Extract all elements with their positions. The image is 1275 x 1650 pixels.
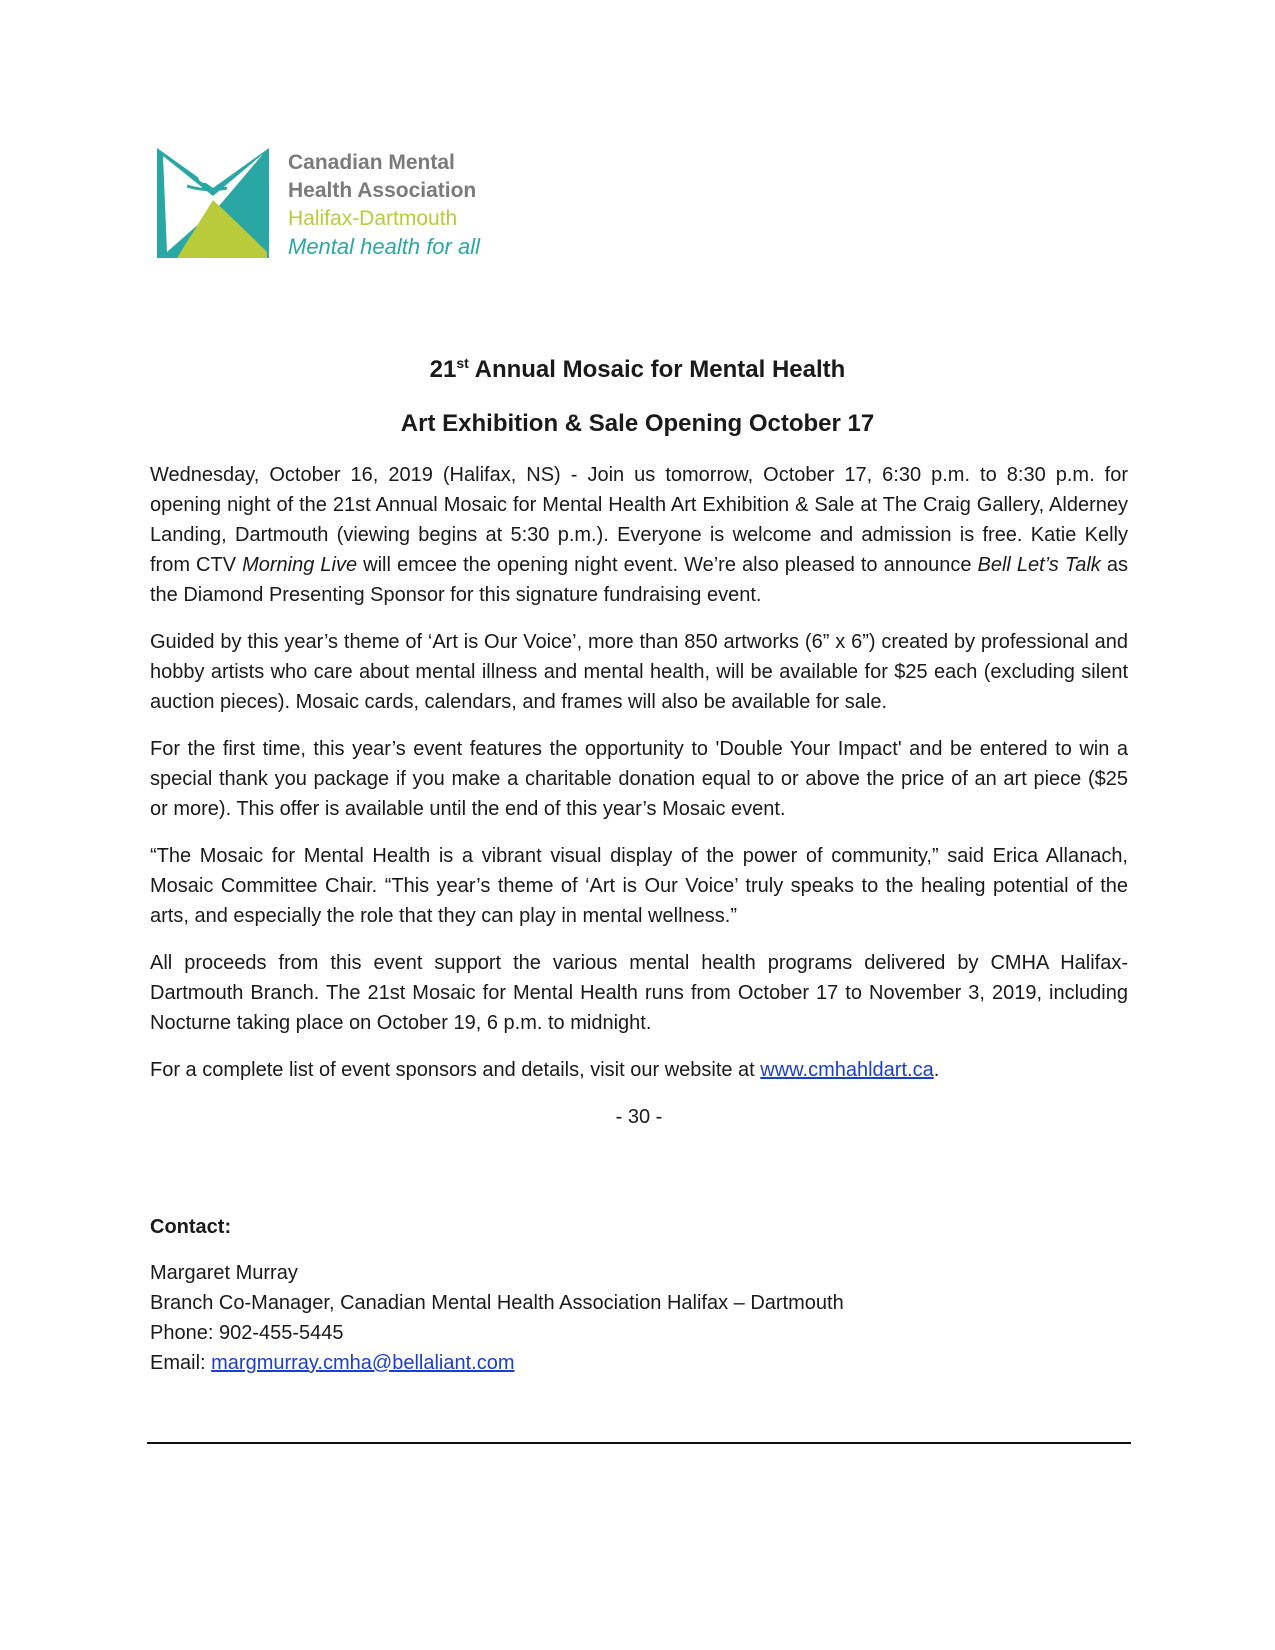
contact-heading: Contact: [150, 1216, 232, 1238]
paragraph-website [150, 1055, 1128, 1085]
title-ordinal-suffix: st [456, 355, 469, 371]
intro-text-2: will emcee the opening night event. We’re also pleased to announce [357, 554, 978, 576]
email-label: Email: [150, 1352, 212, 1374]
contact-name: Margaret Murray [150, 1262, 298, 1284]
sponsor-name: Bell Let’s Talk [977, 554, 1101, 576]
contact-role: Branch Co-Manager, Canadian Mental Health Association Halifax – Dartmouth [150, 1292, 844, 1314]
paragraph-double-impact: For the first time, this year’s event features the opportunity to 'Double Your Impact' and be entered to win a special thank you package if you make a charitable donation equal to or above the price of an art piece ($25 or more). This offer is available until the end of this year’s Mosaic event. [150, 738, 1128, 820]
logo-tagline: Mental health for all [288, 234, 480, 259]
logo-branch-name: Halifax-Dartmouth [288, 207, 458, 230]
logo-org-name-line2: Health Association [288, 179, 477, 202]
website-text: For a complete list of event sponsors and details, visit our website at [150, 1059, 761, 1081]
footer-divider [147, 1442, 1131, 1444]
paragraph-quote: “The Mosaic for Mental Health is a vibrant visual display of the power of community,” said Erica Allanach, Mosaic Committee Chair. “This year’s theme of ‘Art is Our Voice’ truly speaks to the healing potential of the arts, and especially the role that they can play in mental wellness.” [150, 845, 1128, 927]
show-name: Morning Live [242, 554, 358, 576]
logo-org-name-line1: Canadian Mental [288, 151, 455, 174]
paragraph-proceeds: All proceeds from this event support the various mental health programs delivered by CMHA Halifax-Dartmouth Branch. The 21st Mosaic for Mental Health runs from October 17 to November 3, 2019, including Nocturne taking place on October 19, 6 p.m. to midnight. [150, 952, 1128, 1034]
paragraph-intro [150, 460, 1128, 610]
document-subtitle: Art Exhibition & Sale Opening October 17 [400, 410, 875, 437]
title-number: 21 [429, 356, 457, 383]
cmha-emblem-icon [157, 148, 269, 258]
paragraph-theme: Guided by this year’s theme of ‘Art is Our Voice’, more than 850 artworks (6” x 6”) created by professional and hobby artists who care about mental illness and mental health, will be available for $25 each (excluding silent auction pieces). Mosaic cards, calendars, and frames will also be available for sale. [150, 631, 1128, 713]
intro-text-3: as the Diamond Presenting Sponsor for this signature fundraising event. [150, 554, 1128, 606]
cmha-logo [157, 148, 517, 268]
contact-block [150, 1212, 844, 1378]
intro-text-1: Wednesday, October 16, 2019 (Halifax, NS) - Join us tomorrow, October 17, 6:30 p.m. to 8:30 p.m. for opening night of the 21st Annual Mosaic for Mental Health Art Exhibition & Sale at The Craig Gallery, Alderney Landing, Dartmouth (viewing begins at 5:30 p.m.). Everyone is welcome and admission is free. Katie Kelly from CTV [150, 464, 1128, 576]
email-link[interactable]: margmurray.cmha@bellaliant.com [211, 1352, 515, 1374]
end-mark: - 30 - [615, 1106, 663, 1128]
title-line1-text: Annual Mosaic for Mental Health [468, 356, 846, 383]
document-title [0, 355, 1275, 384]
website-link[interactable]: www.cmhahldart.ca [760, 1059, 934, 1081]
contact-email-line [150, 1348, 844, 1378]
press-release-body [150, 460, 1128, 1149]
website-period: . [933, 1059, 940, 1081]
contact-phone: Phone: 902-455-5445 [150, 1322, 344, 1344]
